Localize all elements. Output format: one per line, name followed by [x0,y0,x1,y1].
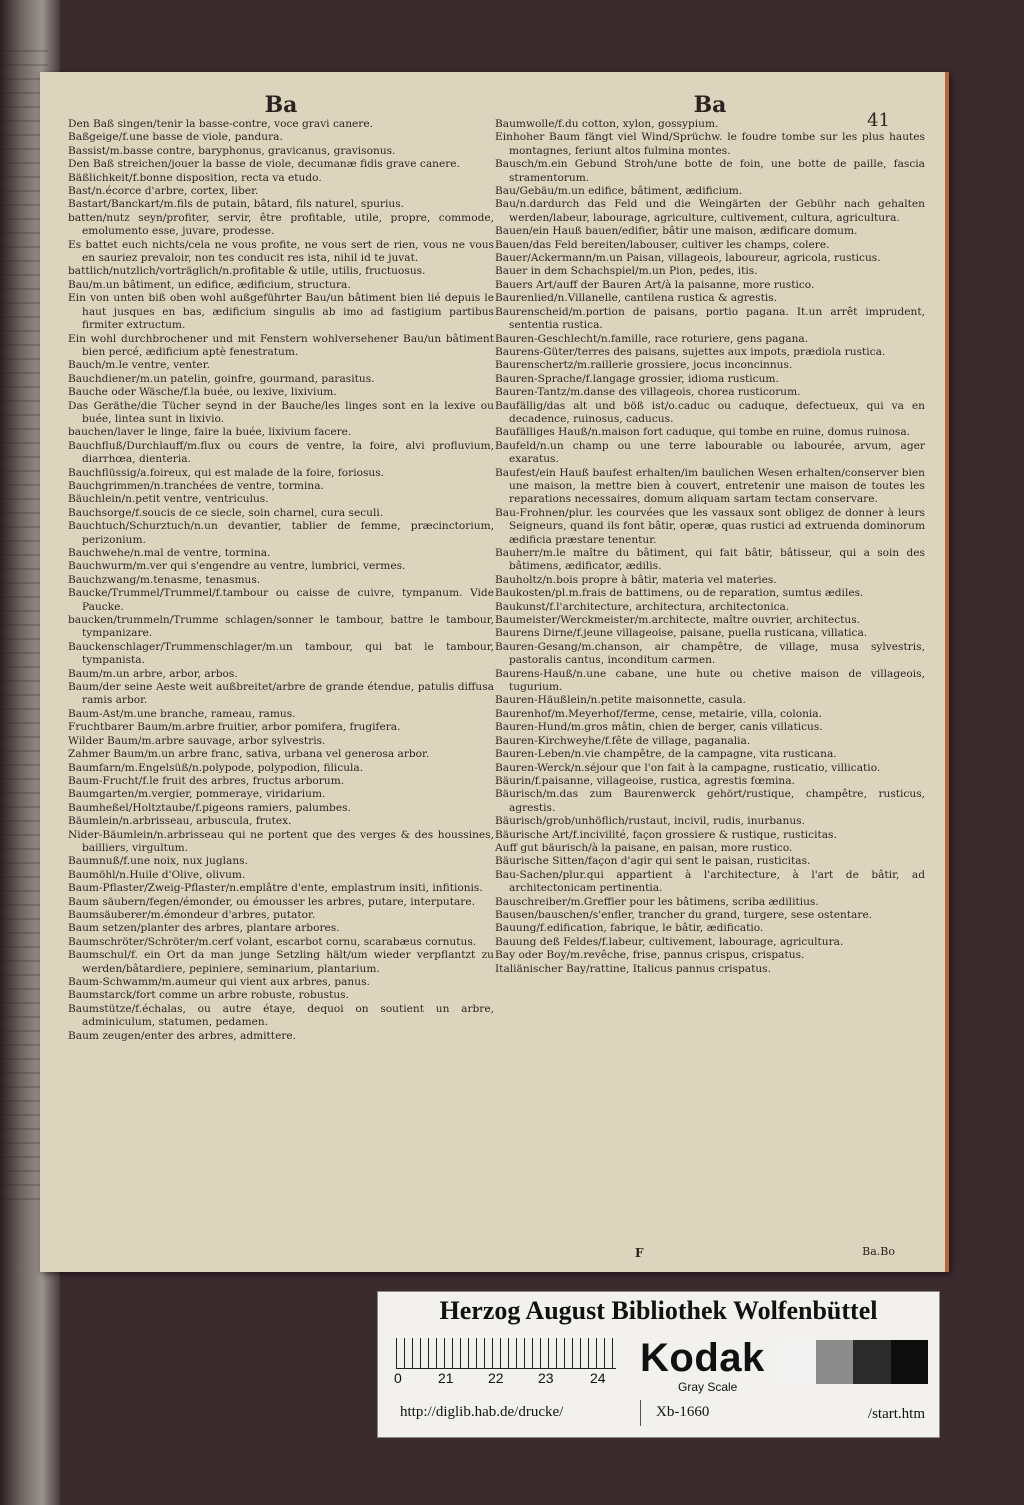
dictionary-entry: Baurenschertz/m.raillerie grossiere, jocus inconcinnus. [495,359,793,372]
signature-mark: F [635,1246,644,1260]
ruler-scale [396,1338,616,1369]
dictionary-entry: Baufälliges Hauß/n.maison fort caduque, qui tombe en ruine, domus ruinosa. [495,426,911,439]
dictionary-entry: battlich/nutzlich/vorträglich/n.profitable & utile, utilis, fructuosus. [68,265,426,278]
dictionary-entry: Bauchflüssig/a.foireux, qui est malade de la foire, foriosus. [68,466,385,479]
gray-patch [816,1340,854,1384]
dictionary-entry: Baukunst/f.l'architecture, architectura, architectonica. [495,600,790,613]
dictionary-entry: Baumnuß/f.une noix, nux juglans. [68,855,248,868]
dictionary-entry: Bay oder Boy/m.revêche, frise, pannus crispus, crispatus. [495,949,805,962]
dictionary-entry: Baurens-Hauß/n.une cabane, une hute ou chetive maison de villageois, tugurium. [495,667,925,694]
right-running-head: Ba [693,92,727,118]
dictionary-entry: Bauung deß Feldes/f.labeur, cultivement, labourage, agricultura. [495,935,844,948]
dictionary-entry: Bauren-Geschlecht/n.famille, race roturiere, gens pagana. [495,332,809,345]
dictionary-entry: Bau-Frohnen/plur. les courvées que les vassaux sont obligez de donner à leurs Seigneurs, quand ils font bâtir, operæ, quas rustici ad extruenda dominorum ædificia præstare tenentur. [495,506,925,546]
dictionary-entry: Baßgeige/f.une basse de viole, pandura. [68,131,283,144]
dictionary-entry: Bäumlein/n.arbrisseau, arbuscula, frutex. [68,815,292,828]
dictionary-entry: Bast/n.écorce d'arbre, cortex, liber. [68,185,259,198]
dictionary-entry: Bau/Gebäu/m.un edifice, bâtiment, ædificium. [495,185,743,198]
dictionary-entry: Bauche oder Wäsche/f.la buée, ou lexive, lixivium. [68,386,337,399]
dictionary-entry: Baum säubern/fegen/émonder, ou émousser les arbres, putare, interputare. [68,895,475,908]
dictionary-entry: Bauschreiber/m.Greffier pour les bâtimens, scriba ædilitius. [495,895,819,908]
dictionary-entry: Baum-Frucht/f.le fruit des arbres, fructus arborum. [68,774,345,787]
page-number: 41 [867,110,890,131]
digital-library-url: http://diglib.hab.de/drucke/ [400,1404,564,1420]
dictionary-entry: Baumstarck/fort comme un arbre robuste, robustus. [68,989,349,1002]
dictionary-entry: Bassist/m.basse contre, baryphonus, gravicanus, gravisonus. [68,144,396,157]
dictionary-entry: Bauers Art/auff der Bauren Art/à la paisanne, more rustico. [495,278,815,291]
dictionary-entry: Baufeld/n.un champ ou une terre labourable ou labourée, arvum, ager exaratus. [495,439,925,466]
dictionary-entry: Bastart/Banckart/m.fils de putain, bâtard, fils naturel, spurius. [68,198,404,211]
dictionary-entry: Das Geräthe/die Tücher seynd in der Bauche/les linges sont en la lexive ou buée, lintea sunt in lixivio. [68,399,494,425]
dictionary-entry: Bäurische Sitten/façon d'agir qui sent le paisan, rusticitas. [495,855,811,868]
gray-patch [778,1340,816,1384]
dictionary-entry: Bauchtuch/Schurztuch/n.un devantier, tablier de femme, præcinctorium, perizonium. [68,520,494,546]
dictionary-entry: Bauchwehe/n.mal de ventre, tormina. [68,547,271,559]
dictionary-entry: Auff gut bäurisch/à la paisane, en paisan, more rustico. [495,841,793,854]
dictionary-entry: Baukosten/pl.m.frais de battimens, ou de reparation, sumtus ædiles. [495,587,864,600]
dictionary-entry: Bauren-Hund/m.gros mâtin, chien de berger, canis villaticus. [495,721,823,734]
dictionary-entry: Bauch/m.le ventre, venter. [68,359,210,372]
right-entries [495,118,925,976]
dictionary-entry: bauchen/laver le linge, faire la buée, lixivium facere. [68,426,352,439]
ruler-number: 24 [590,1370,606,1386]
dictionary-entry: Baurens Dirne/f.jeune villageoise, paisane, puella rusticana, villatica. [495,627,868,640]
dictionary-entry: Ein von unten biß oben wohl außgeführter Bau/un bâtiment bien lié depuis le haut jusques en bas, ædificium singulis ab imo ad fastigium partibus firmiter extructum. [68,292,494,332]
dictionary-entry: Bauen/das Feld bereiten/labouser, cultiver les champs, colere. [495,238,830,251]
gray-scale-label: Gray Scale [678,1380,738,1394]
dictionary-entry: Bauen/ein Hauß bauen/edifier, bâtir une maison, ædificare domum. [495,225,858,238]
dictionary-entry: Baum-Schwamm/m.aumeur qui vient aux arbres, panus. [68,976,370,988]
ruler-number: 21 [438,1370,454,1386]
dictionary-entry: Bäuchlein/n.petit ventre, ventriculus. [68,493,269,506]
dictionary-entry: Baurens-Güter/terres des paisans, sujettes aux impots, prædiola rustica. [495,345,886,358]
dictionary-entry: Bauchdiener/m.un patelin, goinfre, gourmand, parasitus. [68,372,375,385]
dictionary-entry: Baumschröter/Schröter/m.cerf volant, escarbot cornu, scarabæus cornutus. [68,935,477,948]
dictionary-entry: Bauren-Kirchweyhe/f.fête de village, paganalia. [495,734,751,747]
gray-patch [891,1340,929,1384]
dictionary-entry: Wilder Baum/m.arbre sauvage, arbor sylvestris. [68,734,326,747]
dictionary-entry: Bäurisch/m.das zum Baurenwerck gehört/rustique, champêtre, rusticus, agrestis. [495,788,925,814]
gray-patches [778,1340,928,1384]
dictionary-entry: Fruchtbarer Baum/m.arbre fruitier, arbor pomifera, frugifera. [68,721,401,734]
dictionary-entry: Bäßlichkeit/f.bonne disposition, recta va etudo. [68,171,322,184]
dictionary-entry: Baurenlied/n.Villanelle, cantilena rustica & agrestis. [495,292,778,305]
dictionary-entry: Bauren-Werck/n.séjour que l'on fait à la campagne, rusticatio, villicatio. [495,761,881,774]
dictionary-entry: Italiänischer Bay/rattine, Italicus pannus crispatus. [495,962,771,975]
dictionary-entry: Baumschul/f. ein Ort da man junge Setzling hält/um wieder verpflantzt zu werden/bâtardiere, pepiniere, seminarium, plantarium. [68,949,494,975]
dictionary-entry: Bauren-Gesang/m.chanson, air champêtre, de village, musa sylvestris, pastoralis cantus, inconditum carmen. [495,640,925,667]
dictionary-entry: Bauren-Häußlein/n.petite maisonnette, casula. [495,694,746,707]
dictionary-entry: Baufällig/das alt und böß ist/o.caduc ou caduque, defectueux, qui va en decadence, ruinosus, caducus. [495,399,925,425]
dictionary-entry: Baumwolle/f.du cotton, xylon, gossypium. [495,118,719,130]
label-divider [640,1400,641,1426]
dictionary-entry: Baurenscheid/m.portion de paisans, portio pagana. It.un arrêt imprudent, sententia rustica. [495,305,925,332]
dictionary-entry: Baucke/Trummel/Trummel/f.tambour ou caisse de cuivre, tympanum. Vide Paucke. [68,587,494,613]
dictionary-entry: Zahmer Baum/m.un arbre franc, sativa, urbana vel generosa arbor. [68,748,430,761]
left-entries [68,118,494,1043]
dictionary-entry: Baum setzen/planter des arbres, plantare arbores. [68,922,340,935]
dictionary-entry: Baumöhl/n.Huile d'Olive, olivum. [68,868,246,881]
catchword: Ba.Bo [862,1245,895,1258]
dictionary-entry: Baum/der seine Aeste weit außbreitet/arbre de grande étendue, patulis diffusa ramis arbor. [68,681,494,707]
ruler-number: 22 [488,1370,504,1386]
dictionary-entry: Bauherr/m.le maître du bâtiment, qui fait bâtir, bâtisseur, qui a soin des bâtimens, ædificator, ædilis. [495,547,925,573]
kodak-logo: Kodak [640,1336,765,1380]
dictionary-entry: Baumsäuberer/m.émondeur d'arbres, putator. [68,908,316,921]
dictionary-entry: Baum/m.un arbre, arbor, arbos. [68,667,238,680]
right-column [495,92,925,1232]
dictionary-entry: Baufest/ein Hauß baufest erhalten/im baulichen Wesen erhalten/conserver bien une maison, la mettre bien à couvert, entretenir une maison de toutes les reparations necessaires, domum aliquam sartam tectam conservare. [495,466,925,506]
dictionary-entry: baucken/trummeln/Trumme schlagen/sonner le tambour, battre le tambour, tympanizare. [68,614,494,640]
dictionary-entry: Bauer in dem Schachspiel/m.un Pion, pedes, itis. [495,265,758,278]
dictionary-entry: Bausch/m.ein Gebund Stroh/une botte de foin, une botte de paille, fascia stramentorum. [495,158,925,184]
dictionary-entry: Es battet euch nichts/cela ne vous profite, ne vous sert de rien, vous ne vous en sauriez prevaloir, non tes conducit res ista, nihil id te juvat. [68,238,494,265]
dictionary-entry: Bauchgrimmen/n.tranchées de ventre, tormina. [68,479,324,492]
dictionary-entry: Baumstütze/f.échalas, ou autre étaye, dequoi on soutient un arbre, adminiculum, statumen, pedamen. [68,1002,494,1029]
gray-patch [853,1340,891,1384]
dictionary-entry: Einhoher Baum fängt viel Wind/Sprüchw. le foudre tombe sur les plus hautes montagnes, feriunt altos fulmina montes. [495,131,925,157]
dictionary-entry: Den Baß singen/tenir la basse-contre, voce gravi canere. [68,118,373,130]
shelfmark: Xb-1660 [656,1404,710,1420]
dictionary-entry: Bauchwurm/m.ver qui s'engendre au ventre, lumbrici, vermes. [68,560,406,573]
dictionary-entry: Bauchzwang/m.tenasme, tenasmus. [68,573,261,586]
left-running-head: Ba [264,92,298,118]
dictionary-page [40,72,949,1272]
dictionary-entry: Bausen/bauschen/s'enfler, trancher du grand, turgere, sese ostentare. [495,908,873,921]
dictionary-entry: Baum-Pflaster/Zweig-Pflaster/n.emplâtre d'ente, emplastrum insiti, infitionis. [68,882,483,895]
dictionary-entry: Baumfarn/m.Engelsüß/n.polypode, polypodion, filicula. [68,761,364,774]
dictionary-entry: Nider-Bäumlein/n.arbrisseau qui ne portent que des verges & des houssines, bailliers, virgultum. [68,828,494,854]
dictionary-entry: Bauung/f.edification, fabrique, le bâtir, ædificatio. [495,922,764,935]
left-column [68,92,494,1232]
dictionary-entry: Bauren-Leben/n.vie champêtre, de la campagne, vita rusticana. [495,748,837,761]
dictionary-entry: Baumeister/Werckmeister/m.architecte, maître ouvrier, architectus. [495,614,861,627]
dictionary-entry: Baumgarten/m.vergier, pommeraye, viridarium. [68,788,326,801]
dictionary-entry: Bau-Sachen/plur.qui appartient à l'architecture, à l'art de bâtir, ad architectonicam pertinentia. [495,868,925,895]
dictionary-entry: Baum-Ast/m.une branche, rameau, ramus. [68,707,296,720]
dictionary-entry: Den Baß streichen/jouer la basse de viole, decumanæ fidis grave canere. [68,158,460,171]
dictionary-entry: Bauren-Sprache/f.langage grossier, idioma rusticum. [495,372,779,385]
dictionary-entry: Bauchfluß/Durchlauff/m.flux ou cours de ventre, la foire, alvi profluvium, diarrhœa, dienteria. [68,439,494,466]
dictionary-entry: Baumheßel/Holtztaube/f.pigeons ramiers, palumbes. [68,801,351,814]
dictionary-entry: Bäurin/f.paisanne, villageoise, rustica, agrestis fœmina. [495,774,795,787]
dictionary-entry: Baurenhof/m.Meyerhof/ferme, cense, metairie, villa, colonia. [495,707,822,720]
dictionary-entry: Bauholtz/n.bois propre à bâtir, materia vel materies. [495,573,777,586]
institution-name: Herzog August Bibliothek Wolfenbüttel [439,1296,878,1325]
dictionary-entry: Bauren-Tantz/m.danse des villageois, chorea rusticorum. [495,386,801,399]
ruler-number: 23 [538,1370,554,1386]
dictionary-entry: Bauchsorge/f.soucis de ce siecle, soin charnel, cura seculi. [68,506,384,519]
dictionary-entry: Baum zeugen/enter des arbres, admittere. [68,1029,297,1042]
dictionary-entry: Bäurisch/grob/unhöflich/rustaut, incivil, rudis, inurbanus. [495,815,805,828]
ruler-number: 0 [394,1370,402,1386]
dictionary-entry: batten/nutz seyn/profiter, servir, être profitable, utile, propre, commode, emolumento esse, juvare, prodesse. [68,211,494,238]
start-path: /start.htm [867,1406,925,1422]
dictionary-entry: Bauer/Ackermann/m.un Paisan, villageois, laboureur, agricola, rusticus. [495,252,881,265]
dictionary-entry: Bau/m.un bâtiment, un edifice, ædificium, structura. [68,278,351,291]
dictionary-entry: Bauckenschlager/Trummenschlager/m.un tambour, qui bat le tambour, tympanista. [68,640,494,667]
dictionary-entry: Bäurische Art/f.incivilité, façon grossiere & rustique, rusticitas. [495,828,837,841]
dictionary-entry: Bau/n.dardurch das Feld und die Weingärten der Gebühr nach gehalten werden/labeur, labourage, agriculture, cultivement, cultura, agricultura. [495,198,925,224]
library-label [377,1291,940,1438]
dictionary-entry: Ein wohl durchbrochener und mit Fenstern wohlversehener Bau/un bâtiment bien percé, ædificium aptè fenestratum. [68,332,494,358]
